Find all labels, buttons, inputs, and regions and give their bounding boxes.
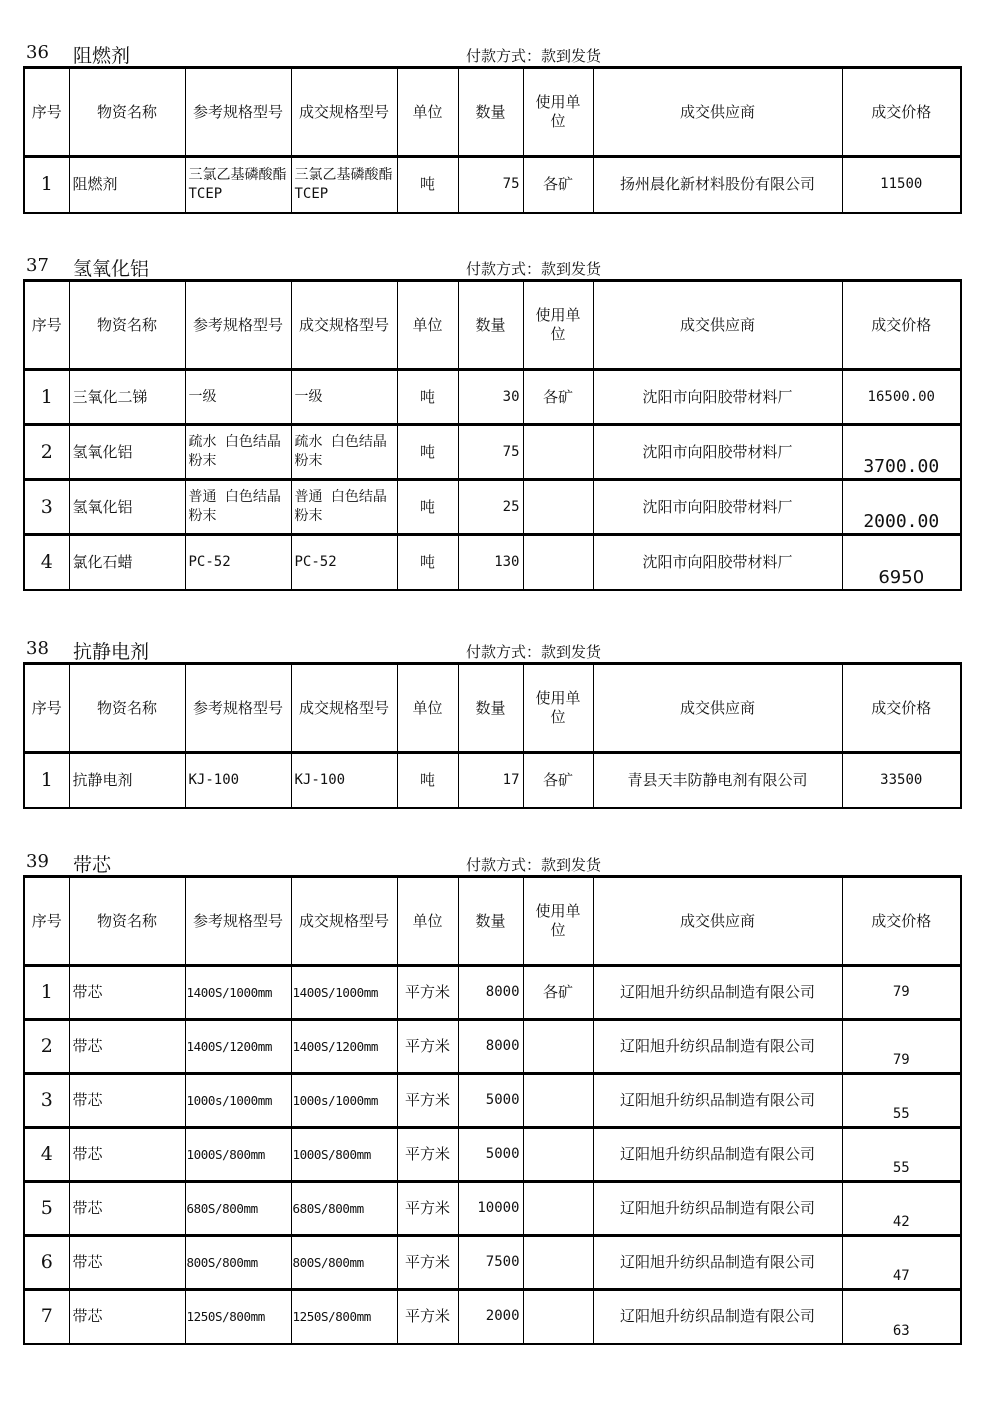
cell-ref-spec: 1000S/800mm — [185, 1128, 291, 1182]
payment-method: 付款方式：款到发货 — [466, 47, 602, 65]
header-use-unit: 使用单位 — [523, 68, 593, 157]
cell-use-unit — [523, 1128, 593, 1182]
cell-name: 三氧化二锑 — [69, 370, 185, 425]
header-name: 物资名称 — [69, 664, 185, 753]
cell-name: 带芯 — [69, 1236, 185, 1290]
cell-idx: 1 — [24, 370, 69, 425]
table-header-row — [24, 281, 961, 370]
header-supplier: 成交供应商 — [593, 877, 842, 966]
cell-price: 42 — [842, 1182, 961, 1236]
header-unit: 单位 — [397, 68, 458, 157]
cell-deal-spec: 普通 白色结晶粉末 — [291, 480, 397, 535]
table-row — [24, 535, 961, 590]
cell-use-unit: 各矿 — [523, 753, 593, 808]
cell-idx: 3 — [24, 1074, 69, 1128]
cell-price: 55 — [842, 1128, 961, 1182]
cell-qty: 75 — [458, 157, 523, 213]
procurement-table — [23, 662, 962, 809]
cell-qty: 30 — [458, 370, 523, 425]
section-number: 36 — [26, 42, 49, 63]
cell-ref-spec: 680S/800mm — [185, 1182, 291, 1236]
cell-use-unit — [523, 425, 593, 480]
header-qty: 数量 — [458, 281, 523, 370]
cell-name: 带芯 — [69, 1182, 185, 1236]
header-price: 成交价格 — [842, 68, 961, 157]
header-price: 成交价格 — [842, 664, 961, 753]
cell-price: 11500 — [842, 157, 961, 213]
cell-qty: 8000 — [458, 966, 523, 1020]
cell-price: 6950 — [842, 535, 961, 590]
header-qty: 数量 — [458, 664, 523, 753]
section-header — [23, 851, 960, 875]
cell-deal-spec: 800S/800mm — [291, 1236, 397, 1290]
cell-idx: 1 — [24, 753, 69, 808]
cell-idx: 3 — [24, 480, 69, 535]
cell-deal-spec: 一级 — [291, 370, 397, 425]
procurement-table — [23, 279, 962, 591]
header-use-unit: 使用单位 — [523, 281, 593, 370]
cell-qty: 8000 — [458, 1020, 523, 1074]
cell-use-unit: 各矿 — [523, 157, 593, 213]
header-ref-spec: 参考规格型号 — [185, 877, 291, 966]
cell-name: 带芯 — [69, 1290, 185, 1344]
header-name: 物资名称 — [69, 68, 185, 157]
header-idx: 序号 — [24, 281, 69, 370]
cell-unit: 吨 — [397, 480, 458, 535]
cell-idx: 6 — [24, 1236, 69, 1290]
cell-qty: 25 — [458, 480, 523, 535]
cell-supplier: 沈阳市向阳胶带材料厂 — [593, 535, 842, 590]
cell-unit: 平方米 — [397, 1020, 458, 1074]
cell-use-unit — [523, 1236, 593, 1290]
cell-supplier: 辽阳旭升纺织品制造有限公司 — [593, 1290, 842, 1344]
cell-idx: 5 — [24, 1182, 69, 1236]
section-39 — [23, 851, 960, 1345]
cell-price: 63 — [842, 1290, 961, 1344]
cell-price: 2000.00 — [842, 480, 961, 535]
cell-idx: 2 — [24, 1020, 69, 1074]
cell-name: 氯化石蜡 — [69, 535, 185, 590]
header-name: 物资名称 — [69, 877, 185, 966]
cell-use-unit — [523, 1182, 593, 1236]
cell-ref-spec: 1400S/1200mm — [185, 1020, 291, 1074]
table-row — [24, 157, 961, 213]
cell-name: 氢氧化铝 — [69, 425, 185, 480]
cell-supplier: 辽阳旭升纺织品制造有限公司 — [593, 966, 842, 1020]
section-number: 38 — [26, 638, 49, 659]
cell-qty: 7500 — [458, 1236, 523, 1290]
cell-idx: 1 — [24, 966, 69, 1020]
section-title: 阻燃剂 — [73, 45, 131, 67]
table-row — [24, 966, 961, 1020]
cell-deal-spec: KJ-100 — [291, 753, 397, 808]
table-row — [24, 480, 961, 535]
section-number: 37 — [26, 255, 49, 276]
header-idx: 序号 — [24, 68, 69, 157]
cell-ref-spec: 三氯乙基磷酸酯TCEP — [185, 157, 291, 213]
cell-price: 16500.00 — [842, 370, 961, 425]
table-header-row — [24, 68, 961, 157]
cell-deal-spec: 1000s/1000mm — [291, 1074, 397, 1128]
cell-ref-spec: 1000s/1000mm — [185, 1074, 291, 1128]
header-ref-spec: 参考规格型号 — [185, 281, 291, 370]
cell-unit: 平方米 — [397, 1074, 458, 1128]
cell-name: 阻燃剂 — [69, 157, 185, 213]
cell-deal-spec: 1400S/1200mm — [291, 1020, 397, 1074]
cell-unit: 平方米 — [397, 1290, 458, 1344]
cell-deal-spec: 1000S/800mm — [291, 1128, 397, 1182]
cell-use-unit — [523, 1290, 593, 1344]
header-qty: 数量 — [458, 877, 523, 966]
cell-use-unit — [523, 535, 593, 590]
table-row — [24, 425, 961, 480]
header-name: 物资名称 — [69, 281, 185, 370]
cell-supplier: 沈阳市向阳胶带材料厂 — [593, 370, 842, 425]
section-number: 39 — [26, 851, 49, 872]
header-ref-spec: 参考规格型号 — [185, 68, 291, 157]
cell-qty: 17 — [458, 753, 523, 808]
header-ref-spec: 参考规格型号 — [185, 664, 291, 753]
header-supplier: 成交供应商 — [593, 68, 842, 157]
cell-price: 55 — [842, 1074, 961, 1128]
cell-idx: 1 — [24, 157, 69, 213]
cell-name: 带芯 — [69, 1020, 185, 1074]
cell-use-unit — [523, 1074, 593, 1128]
cell-idx: 7 — [24, 1290, 69, 1344]
header-deal-spec: 成交规格型号 — [291, 68, 397, 157]
cell-name: 带芯 — [69, 966, 185, 1020]
section-header — [23, 255, 960, 279]
header-deal-spec: 成交规格型号 — [291, 281, 397, 370]
payment-method: 付款方式：款到发货 — [466, 856, 602, 874]
header-supplier: 成交供应商 — [593, 281, 842, 370]
table-header-row — [24, 664, 961, 753]
cell-unit: 平方米 — [397, 1128, 458, 1182]
cell-supplier: 扬州晨化新材料股份有限公司 — [593, 157, 842, 213]
cell-deal-spec: PC-52 — [291, 535, 397, 590]
cell-deal-spec: 1250S/800mm — [291, 1290, 397, 1344]
section-36 — [23, 42, 960, 214]
cell-name: 带芯 — [69, 1074, 185, 1128]
cell-unit: 平方米 — [397, 966, 458, 1020]
section-38 — [23, 638, 960, 809]
header-price: 成交价格 — [842, 281, 961, 370]
table-row — [24, 1020, 961, 1074]
cell-ref-spec: 1250S/800mm — [185, 1290, 291, 1344]
cell-use-unit — [523, 1020, 593, 1074]
cell-ref-spec: 疏水 白色结晶粉末 — [185, 425, 291, 480]
table-row — [24, 370, 961, 425]
cell-price: 79 — [842, 1020, 961, 1074]
cell-ref-spec: 一级 — [185, 370, 291, 425]
cell-unit: 吨 — [397, 535, 458, 590]
procurement-table — [23, 66, 962, 214]
cell-name: 抗静电剂 — [69, 753, 185, 808]
section-header — [23, 638, 960, 662]
cell-use-unit: 各矿 — [523, 370, 593, 425]
cell-supplier: 沈阳市向阳胶带材料厂 — [593, 480, 842, 535]
payment-method: 付款方式：款到发货 — [466, 260, 602, 278]
header-deal-spec: 成交规格型号 — [291, 664, 397, 753]
cell-price: 33500 — [842, 753, 961, 808]
header-deal-spec: 成交规格型号 — [291, 877, 397, 966]
cell-deal-spec: 三氯乙基磷酸酯TCEP — [291, 157, 397, 213]
header-idx: 序号 — [24, 877, 69, 966]
cell-unit: 吨 — [397, 157, 458, 213]
cell-qty: 75 — [458, 425, 523, 480]
section-title: 抗静电剂 — [73, 641, 150, 663]
cell-unit: 吨 — [397, 425, 458, 480]
cell-idx: 4 — [24, 535, 69, 590]
cell-ref-spec: 1400S/1000mm — [185, 966, 291, 1020]
table-row — [24, 1290, 961, 1344]
table-header-row — [24, 877, 961, 966]
cell-qty: 5000 — [458, 1074, 523, 1128]
cell-qty: 130 — [458, 535, 523, 590]
cell-ref-spec: KJ-100 — [185, 753, 291, 808]
table-row — [24, 1074, 961, 1128]
cell-name: 氢氧化铝 — [69, 480, 185, 535]
header-supplier: 成交供应商 — [593, 664, 842, 753]
cell-price: 79 — [842, 966, 961, 1020]
header-unit: 单位 — [397, 281, 458, 370]
cell-unit: 平方米 — [397, 1182, 458, 1236]
header-use-unit: 使用单位 — [523, 664, 593, 753]
cell-ref-spec: 800S/800mm — [185, 1236, 291, 1290]
section-37 — [23, 255, 960, 591]
section-header — [23, 42, 960, 66]
cell-qty: 10000 — [458, 1182, 523, 1236]
header-unit: 单位 — [397, 664, 458, 753]
cell-price: 3700.00 — [842, 425, 961, 480]
cell-deal-spec: 1400S/1000mm — [291, 966, 397, 1020]
section-title: 带芯 — [73, 854, 112, 876]
header-qty: 数量 — [458, 68, 523, 157]
cell-supplier: 辽阳旭升纺织品制造有限公司 — [593, 1128, 842, 1182]
table-row — [24, 1236, 961, 1290]
cell-supplier: 辽阳旭升纺织品制造有限公司 — [593, 1074, 842, 1128]
cell-supplier: 辽阳旭升纺织品制造有限公司 — [593, 1020, 842, 1074]
cell-unit: 吨 — [397, 753, 458, 808]
cell-unit: 吨 — [397, 370, 458, 425]
cell-price: 47 — [842, 1236, 961, 1290]
cell-deal-spec: 680S/800mm — [291, 1182, 397, 1236]
cell-use-unit — [523, 480, 593, 535]
cell-ref-spec: 普通 白色结晶粉末 — [185, 480, 291, 535]
table-row — [24, 753, 961, 808]
header-unit: 单位 — [397, 877, 458, 966]
cell-ref-spec: PC-52 — [185, 535, 291, 590]
cell-use-unit: 各矿 — [523, 966, 593, 1020]
payment-method: 付款方式：款到发货 — [466, 643, 602, 661]
table-row — [24, 1182, 961, 1236]
cell-name: 带芯 — [69, 1128, 185, 1182]
cell-deal-spec: 疏水 白色结晶粉末 — [291, 425, 397, 480]
cell-qty: 5000 — [458, 1128, 523, 1182]
cell-idx: 2 — [24, 425, 69, 480]
header-use-unit: 使用单位 — [523, 877, 593, 966]
cell-supplier: 辽阳旭升纺织品制造有限公司 — [593, 1236, 842, 1290]
table-row — [24, 1128, 961, 1182]
cell-unit: 平方米 — [397, 1236, 458, 1290]
cell-idx: 4 — [24, 1128, 69, 1182]
cell-supplier: 辽阳旭升纺织品制造有限公司 — [593, 1182, 842, 1236]
header-price: 成交价格 — [842, 877, 961, 966]
cell-supplier: 青县天丰防静电剂有限公司 — [593, 753, 842, 808]
cell-qty: 2000 — [458, 1290, 523, 1344]
procurement-table — [23, 875, 962, 1345]
header-idx: 序号 — [24, 664, 69, 753]
cell-supplier: 沈阳市向阳胶带材料厂 — [593, 425, 842, 480]
section-title: 氢氧化铝 — [73, 258, 150, 280]
